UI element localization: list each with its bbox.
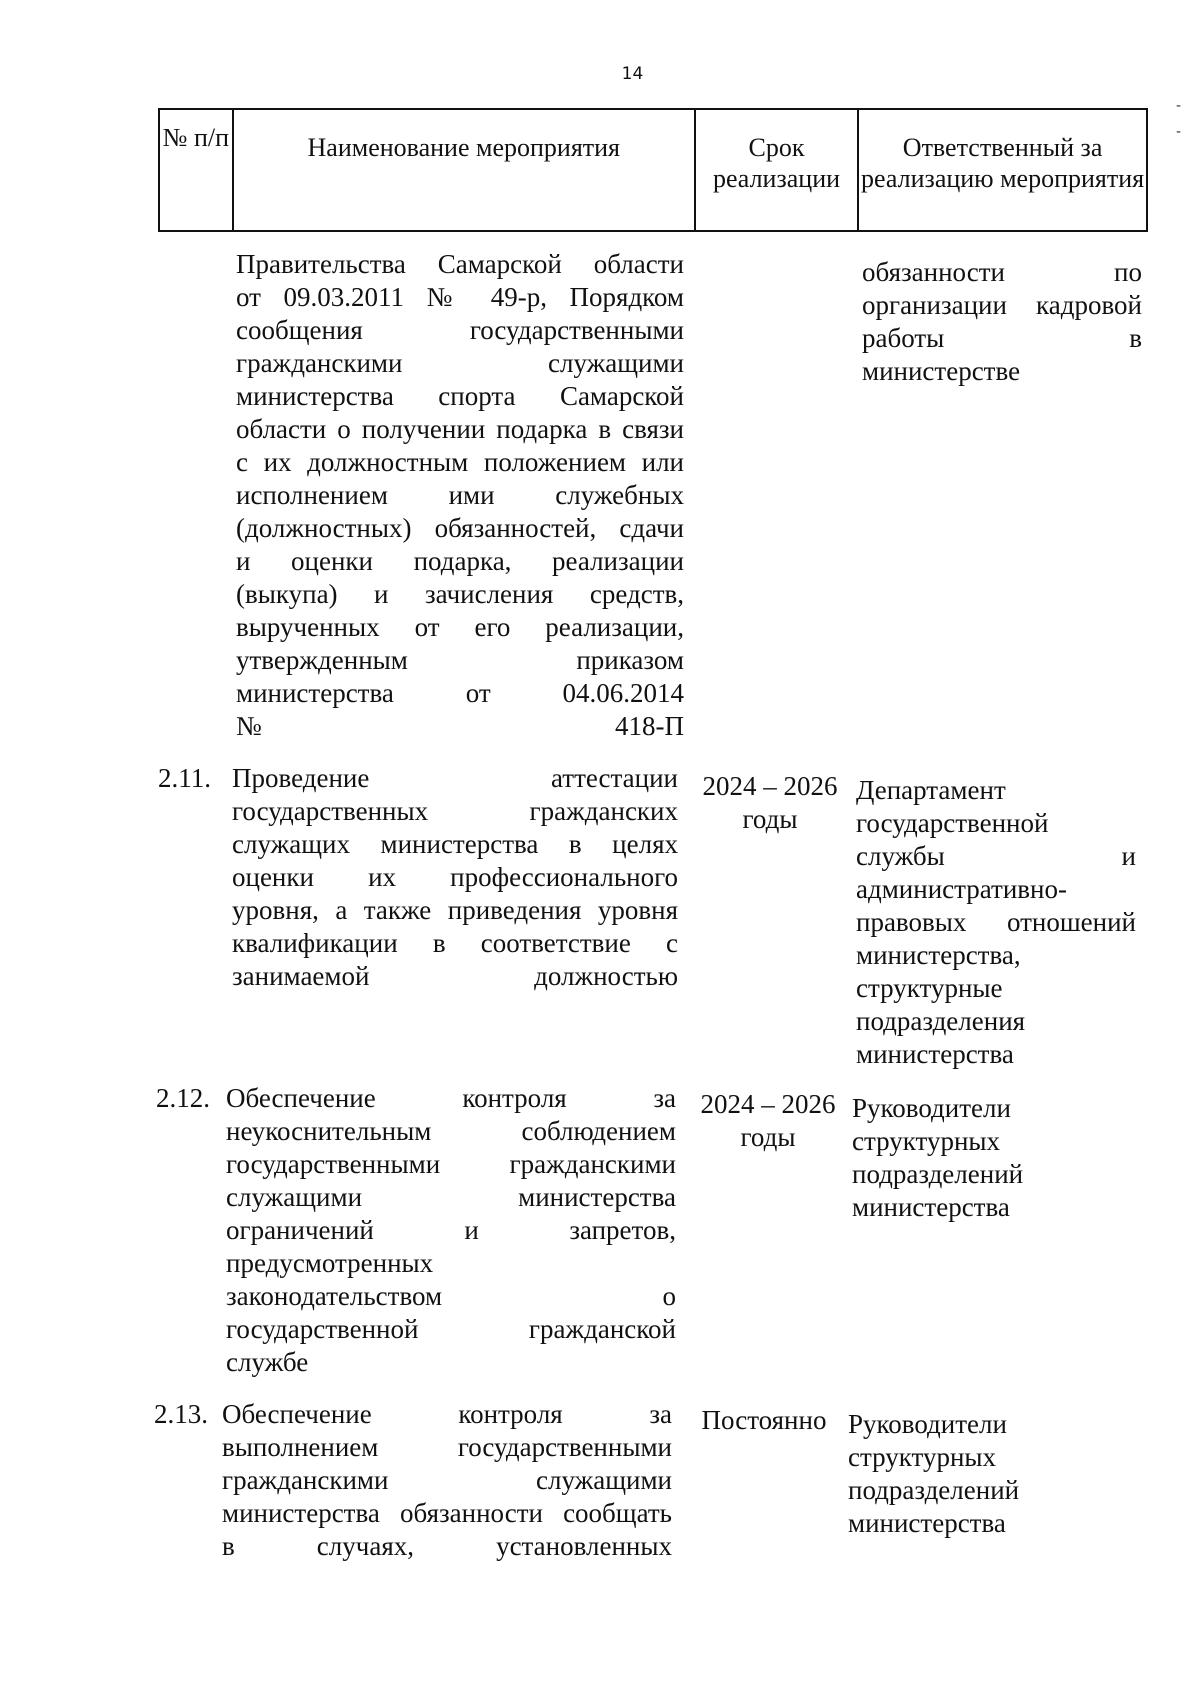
responsible-line: структурных <box>852 1126 1001 1156</box>
name-line: служащих министерства в целях <box>232 829 678 859</box>
name-line: министерства спорта Самарской <box>236 381 684 411</box>
row-responsible-text <box>856 774 1136 1071</box>
row-number: 2.13. <box>154 1399 208 1429</box>
margin-mark: - <box>1176 98 1182 114</box>
name-line: министерства от 04.06.2014 <box>236 678 684 708</box>
name-line: с их должностным положением или <box>236 447 684 477</box>
name-line: области о получении подарка в связи <box>236 414 684 444</box>
name-line: исполнением ими служебных <box>236 480 684 510</box>
responsible-line: структурные <box>856 973 1003 1003</box>
name-line: министерства обязанности сообщать <box>222 1498 672 1528</box>
responsible-line: министерства, <box>856 940 1021 970</box>
responsible-line: правовых отношений <box>856 907 1136 937</box>
margin-mark: - <box>1176 124 1182 140</box>
row-name-text <box>222 1398 672 1563</box>
name-line: гражданскими служащими <box>236 348 684 378</box>
responsible-line: министерства <box>852 1192 1010 1222</box>
responsible-line: министерства <box>848 1508 1006 1538</box>
responsible-line: Руководители <box>848 1409 1007 1439</box>
header-num: № п/п <box>160 110 234 230</box>
name-line: государственных гражданских <box>232 796 678 826</box>
row-name-text <box>232 762 678 993</box>
name-line: и оценки подарка, реализации <box>236 546 684 576</box>
name-line: неукоснительным соблюдением <box>226 1116 676 1146</box>
name-line: занимаемой должностью <box>232 961 678 991</box>
responsible-line: Департамент <box>856 775 1006 805</box>
row-responsible-text <box>848 1408 1128 1540</box>
responsible-line: обязанности по <box>862 257 1142 287</box>
responsible-line: министерства <box>856 1039 1014 1069</box>
row-term: Постоянно <box>701 1405 827 1435</box>
responsible-line: организации кадровой <box>862 290 1142 320</box>
responsible-line: государственной <box>856 808 1049 838</box>
header-term: Срок реализации <box>696 110 859 230</box>
responsible-line: Руководители <box>852 1093 1011 1123</box>
name-line: государственными гражданскими <box>226 1149 676 1179</box>
responsible-line: министерстве <box>862 356 1021 386</box>
responsible-line: структурных <box>848 1442 997 1472</box>
name-line: ограничений и запретов, <box>226 1215 676 1245</box>
table-header <box>158 108 1148 232</box>
header-responsible: Ответственный за реализацию мероприятия <box>861 133 1145 193</box>
name-line: (должностных) обязанностей, сдачи <box>236 513 684 543</box>
name-line: оценки их профессионального <box>232 862 678 892</box>
row-number: 2.12. <box>156 1083 210 1113</box>
responsible-line: подразделений <box>852 1159 1024 1189</box>
name-line: (выкупа) и зачисления средств, <box>236 579 684 609</box>
name-line: квалификации в соответствие с <box>232 928 678 958</box>
row-term: 2024 – 2026 годы <box>702 771 838 834</box>
header-name: Наименование мероприятия <box>234 110 696 230</box>
responsible-line: подразделения <box>856 1006 1026 1036</box>
name-line: предусмотренных <box>226 1248 434 1278</box>
name-line: служащими министерства <box>226 1182 676 1212</box>
name-line: от 09.03.2011 № 49-р, Порядком <box>236 282 684 312</box>
name-line: Правительства Самарской области <box>236 249 684 279</box>
responsible-line: работы в <box>862 323 1142 353</box>
name-line: в случаях, установленных <box>222 1531 672 1561</box>
name-line: утвержденным приказом <box>236 645 684 675</box>
row-name-text <box>236 248 684 743</box>
name-line: выполнением государственными <box>222 1432 672 1462</box>
name-line: государственной гражданской <box>226 1314 676 1344</box>
name-line: № 418-П <box>236 711 684 741</box>
row-name-text <box>226 1082 676 1379</box>
row-responsible-text <box>852 1092 1132 1224</box>
responsible-line: подразделений <box>848 1475 1020 1505</box>
name-line: службе <box>226 1347 309 1377</box>
responsible-line: службы и <box>856 841 1136 871</box>
name-line: Проведение аттестации <box>232 763 678 793</box>
responsible-line: административно- <box>856 874 1067 904</box>
row-responsible-text <box>862 256 1142 388</box>
name-line: Обеспечение контроля за <box>222 1399 672 1429</box>
name-line: сообщения государственными <box>236 315 684 345</box>
row-term: 2024 – 2026 годы <box>700 1089 836 1152</box>
name-line: законодательством о <box>226 1281 676 1311</box>
name-line: Обеспечение контроля за <box>226 1083 676 1113</box>
name-line: уровня, а также приведения уровня <box>232 895 678 925</box>
name-line: гражданскими служащими <box>222 1465 672 1495</box>
page-number: 14 <box>621 64 644 84</box>
name-line: вырученных от его реализации, <box>236 612 684 642</box>
row-number: 2.11. <box>158 763 211 793</box>
